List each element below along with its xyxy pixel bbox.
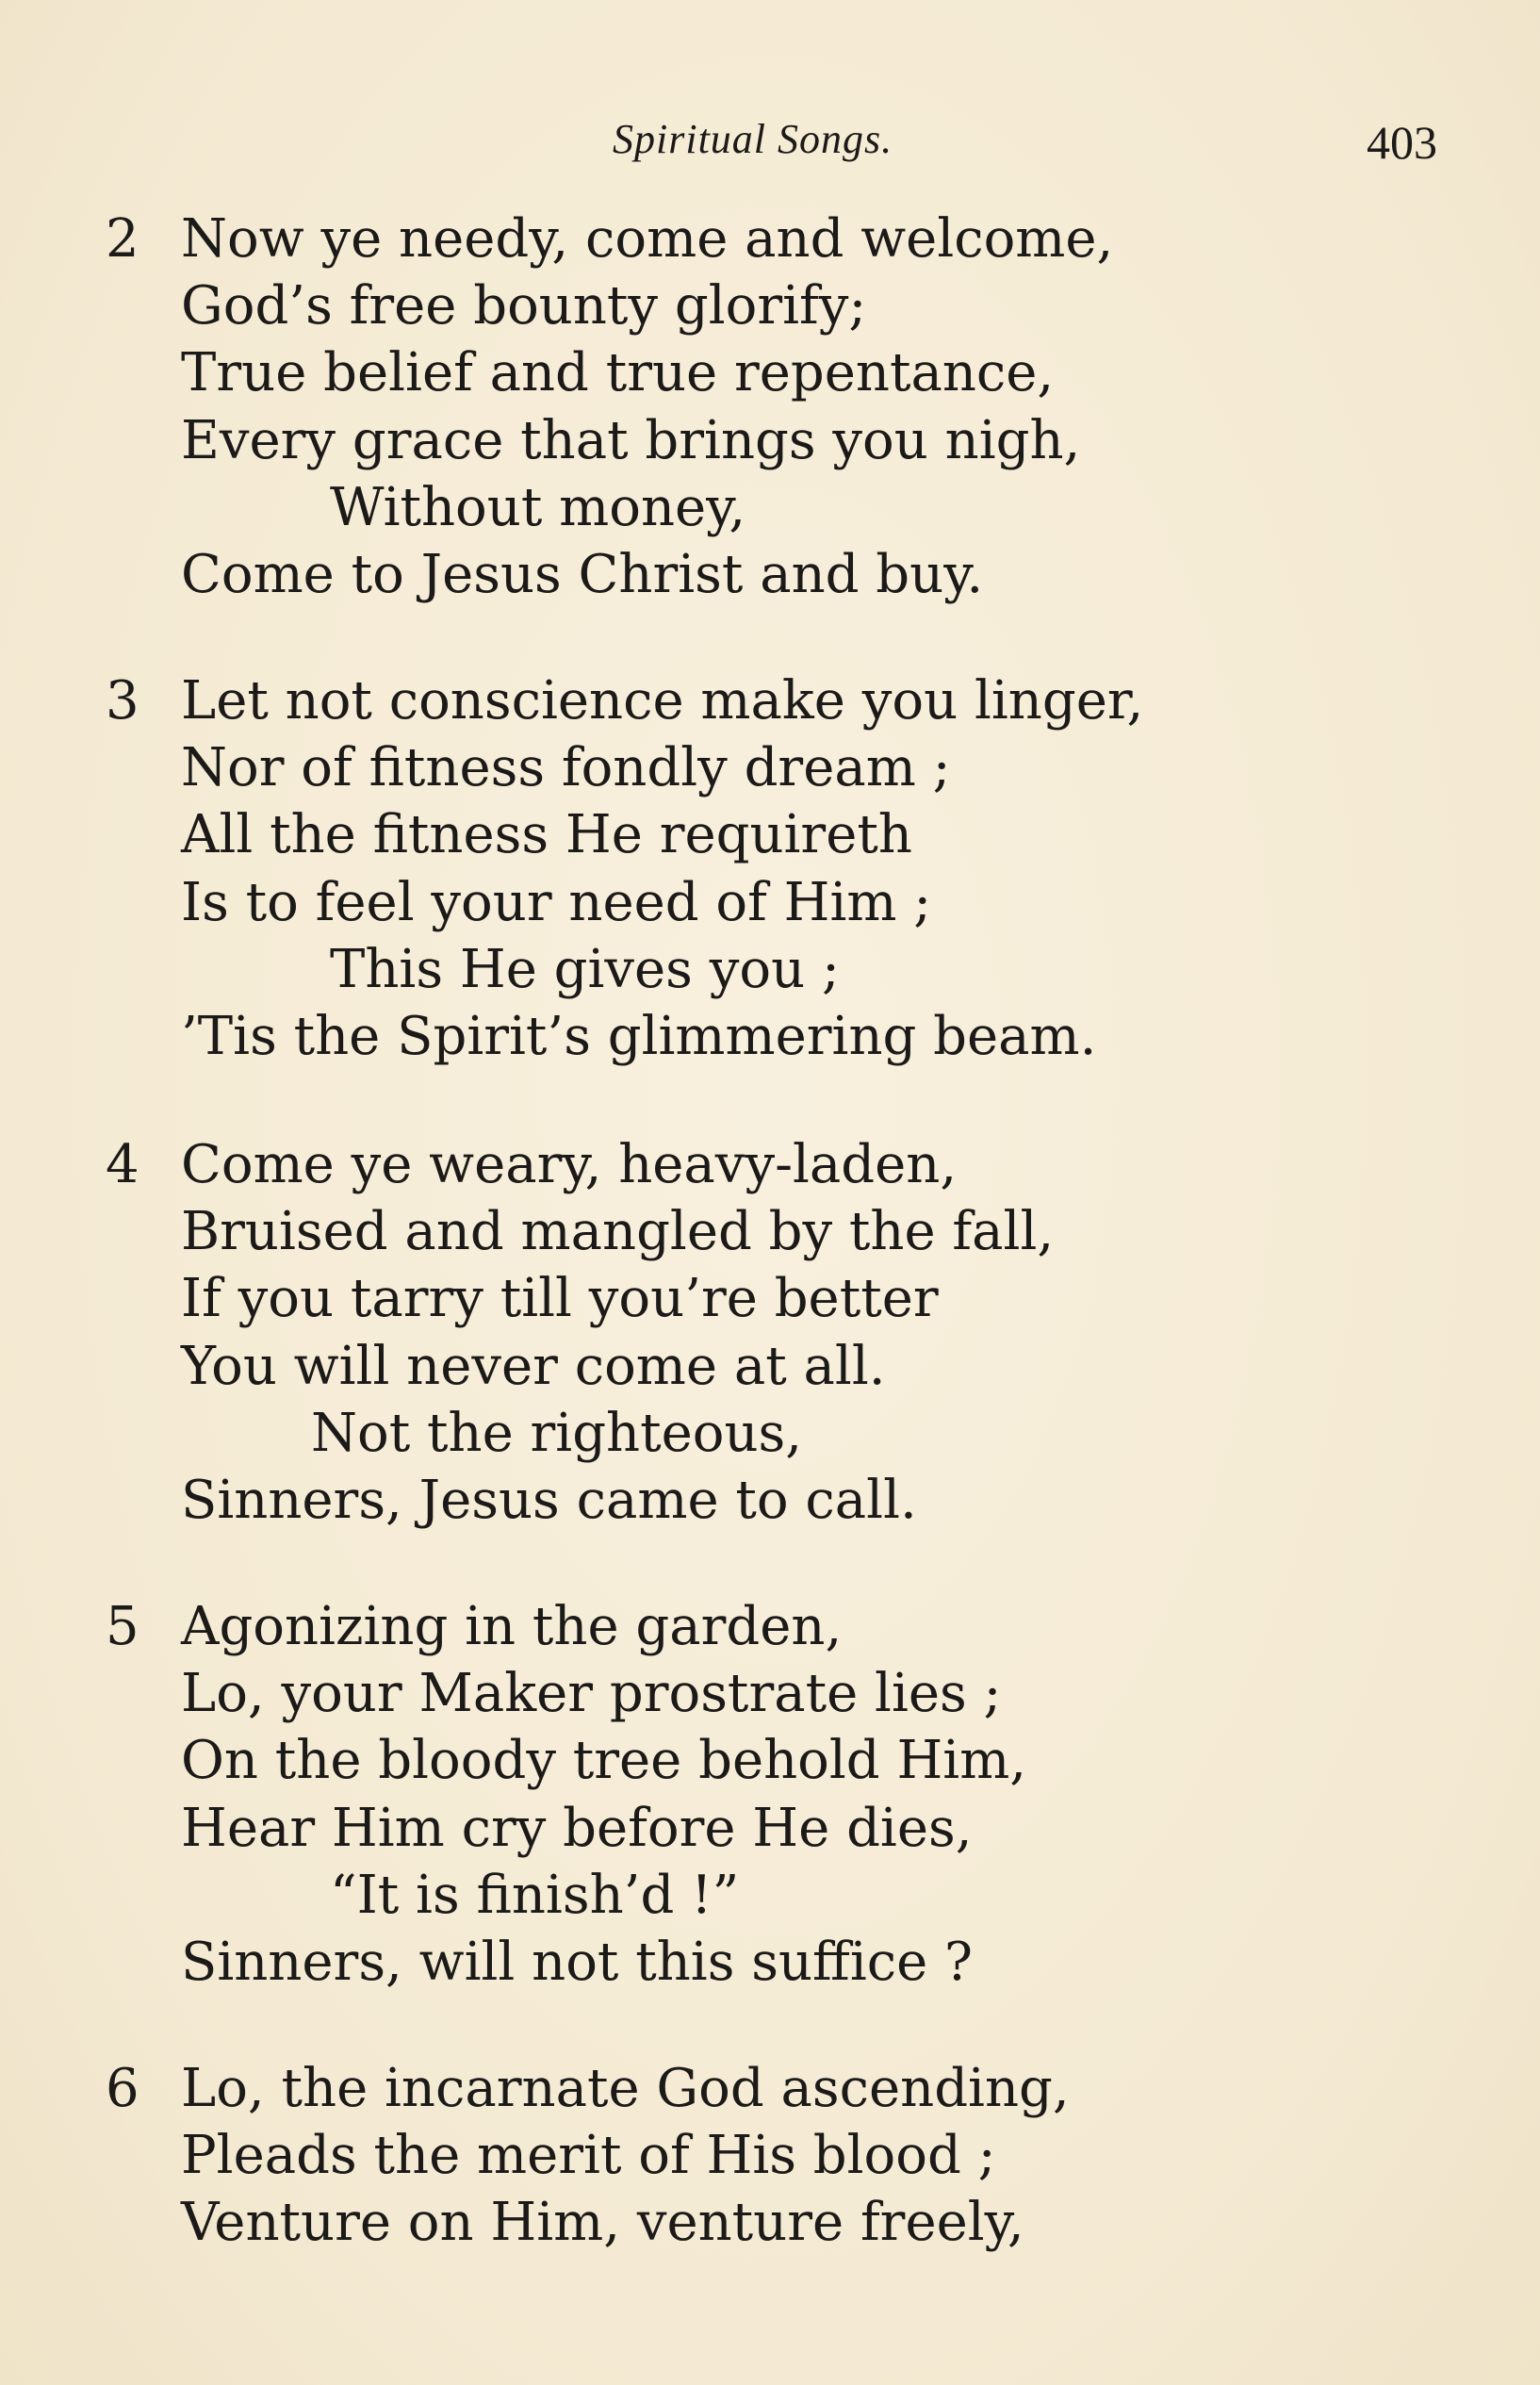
verse-line: Venture on Him, venture freely, xyxy=(181,2192,1024,2253)
verse-line: Lo, your Maker prostrate lies ; xyxy=(181,1663,1002,1724)
verse-line: God’s free bounty glorify; xyxy=(181,275,867,337)
verse-line: This He gives you ; xyxy=(330,939,840,1000)
verse-line: Every grace that brings you nigh, xyxy=(181,410,1081,471)
verse-line: Let not conscience make you linger, xyxy=(181,670,1144,732)
stanza-number: 5 xyxy=(106,1596,139,1657)
verse-line: You will never come at all. xyxy=(181,1336,886,1397)
verse-line: ’Tis the Spirit’s glimmering beam. xyxy=(181,1006,1097,1067)
verse-line: All the fitness He requireth xyxy=(181,804,912,865)
verse-line: True belief and true repentance, xyxy=(181,342,1055,403)
verse-line: Agonizing in the garden, xyxy=(181,1596,843,1657)
verse-line: Without money, xyxy=(330,477,746,538)
verse-line: Come to Jesus Christ and buy. xyxy=(181,544,984,605)
verse-line: Bruised and mangled by the fall, xyxy=(181,1201,1055,1262)
stanza-number: 2 xyxy=(106,208,139,270)
stanza-number: 4 xyxy=(106,1134,139,1195)
verse-line: Sinners, Jesus came to call. xyxy=(181,1470,917,1531)
verse-line: Is to feel your need of Him ; xyxy=(181,872,932,933)
stanza-number: 3 xyxy=(106,670,139,732)
verse-line: Pleads the merit of His blood ; xyxy=(181,2125,996,2186)
verse-line: Lo, the incarnate God ascending, xyxy=(181,2058,1070,2119)
verse-line: Sinners, will not this suffice ? xyxy=(181,1932,974,1993)
verse-line: “It is finish’d !” xyxy=(330,1865,740,1926)
stanza-number: 6 xyxy=(106,2058,139,2119)
running-header: Spiritual Songs. xyxy=(613,116,893,162)
verse-line: Come ye weary, heavy-laden, xyxy=(181,1134,958,1195)
verse-line: Not the righteous, xyxy=(311,1403,803,1464)
verse-line: If you tarry till you’re better xyxy=(181,1268,939,1329)
verse-line: On the bloody tree behold Him, xyxy=(181,1730,1027,1791)
verse-line: Now ye needy, come and welcome, xyxy=(181,208,1114,270)
page-number: 403 xyxy=(1367,116,1437,169)
verse-line: Hear Him cry before He dies, xyxy=(181,1798,973,1859)
verse-line: Nor of fitness fondly dream ; xyxy=(181,737,951,798)
